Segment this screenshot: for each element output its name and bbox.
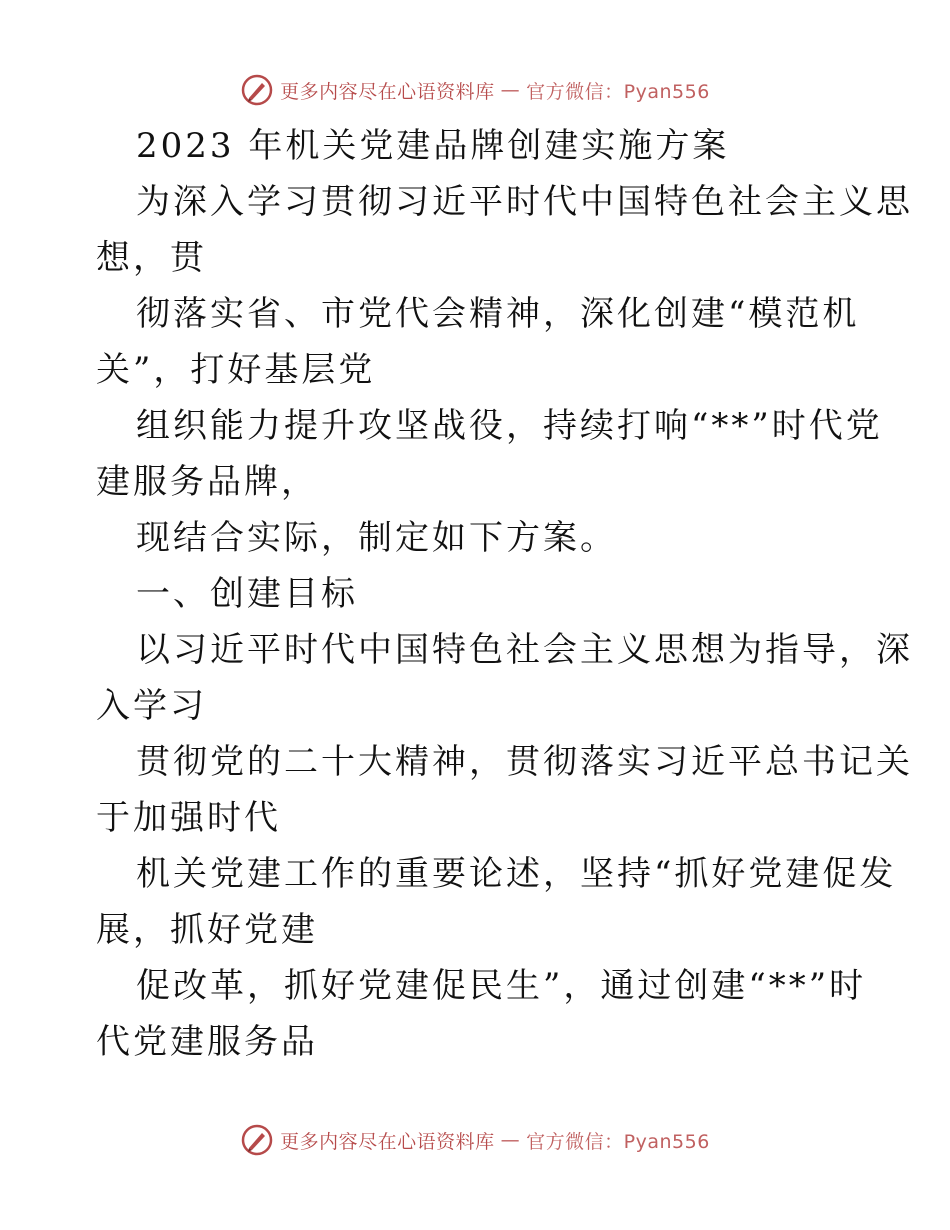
paragraph-line: 想，贯 xyxy=(96,238,207,278)
section-heading: 一、创建目标 xyxy=(136,574,358,614)
header-watermark xyxy=(0,70,950,110)
document-body xyxy=(96,118,913,1070)
paragraph-line: 贯彻党的二十大精神，贯彻落实习近平总书记关 xyxy=(136,742,913,782)
pen-logo-icon xyxy=(240,1123,274,1157)
paragraph-line: 以习近平时代中国特色社会主义思想为指导，深 xyxy=(136,630,913,670)
watermark-dash: — xyxy=(500,1129,521,1151)
document-title: 2023 年机关党建品牌创建实施方案 xyxy=(136,126,730,166)
watermark-text: 更多内容尽在心语资料库 xyxy=(280,80,495,103)
paragraph-line: 关”，打好基层党 xyxy=(96,350,376,390)
paragraph-line: 建服务品牌， xyxy=(96,462,318,502)
footer-watermark xyxy=(0,1120,950,1160)
watermark-text: 更多内容尽在心语资料库 xyxy=(280,1130,495,1153)
paragraph-line: 于加强时代 xyxy=(96,798,281,838)
watermark-wechat: 官方微信：Pyan556 xyxy=(526,80,710,103)
paragraph-line: 为深入学习贯彻习近平时代中国特色社会主义思 xyxy=(136,182,913,222)
paragraph-line: 展，抓好党建 xyxy=(96,910,318,950)
pen-logo-icon xyxy=(240,73,274,107)
paragraph-line: 机关党建工作的重要论述，坚持“抓好党建促发 xyxy=(136,854,897,894)
paragraph-line: 代党建服务品 xyxy=(96,1022,318,1062)
paragraph-line: 入学习 xyxy=(96,686,207,726)
paragraph-line: 现结合实际，制定如下方案。 xyxy=(136,518,617,558)
paragraph-line: 组织能力提升攻坚战役，持续打响“**”时代党 xyxy=(136,406,883,446)
watermark-dash: — xyxy=(500,79,521,101)
paragraph-line: 促改革，抓好党建促民生”，通过创建“**”时 xyxy=(136,966,867,1006)
watermark-wechat: 官方微信：Pyan556 xyxy=(526,1130,710,1153)
paragraph-line: 彻落实省、市党代会精神，深化创建“模范机 xyxy=(136,294,860,334)
